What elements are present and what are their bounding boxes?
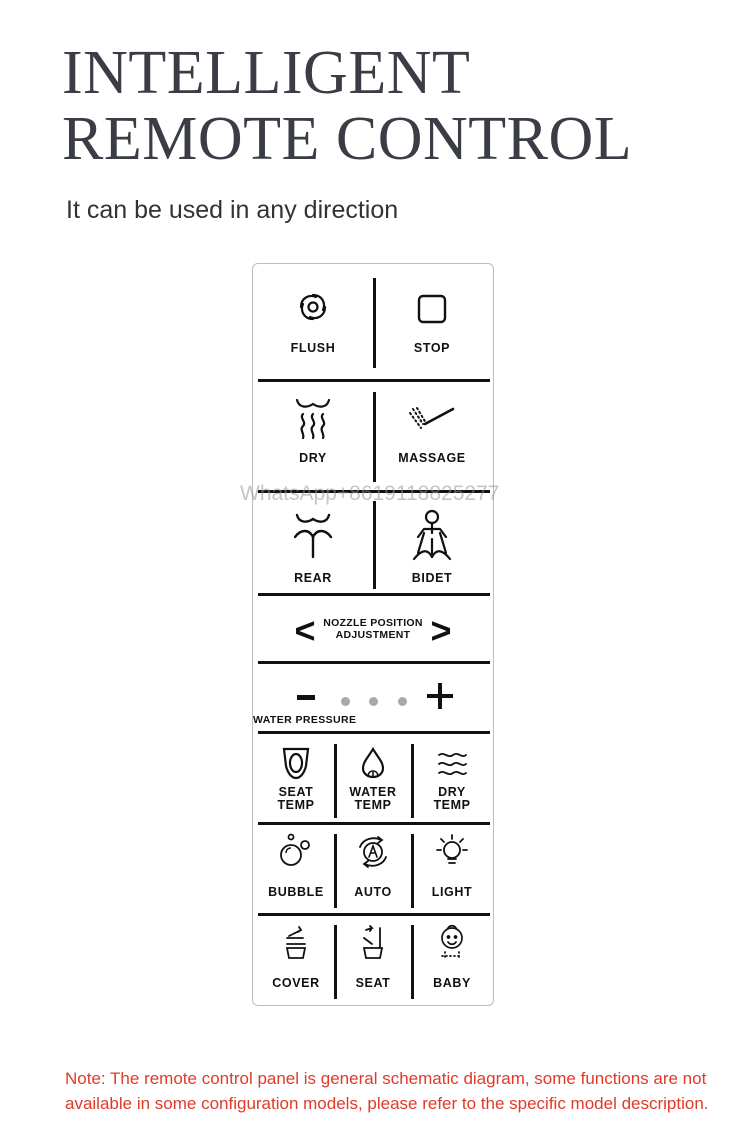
dry-air-icon [293, 396, 333, 440]
wavy-air-icon [436, 750, 468, 778]
seat-lid-button[interactable] [335, 916, 411, 1004]
water-temp-button[interactable] [335, 734, 411, 822]
massage-button[interactable] [373, 382, 491, 492]
dry-button[interactable] [253, 382, 373, 492]
nozzle-label-line-2: ADJUSTMENT [335, 629, 411, 641]
chevron-right-icon: > [430, 610, 452, 651]
light-label: LIGHT [431, 885, 473, 899]
dry-temp-line-2: TEMP [433, 798, 471, 812]
divider [258, 661, 490, 664]
seat-lid-label: SEAT [355, 976, 391, 990]
page-title [62, 40, 632, 172]
nozzle-label-line-1: NOZZLE POSITION [323, 617, 423, 629]
pressure-level-dot [341, 697, 350, 706]
title-line-1: INTELLIGENT [62, 39, 471, 107]
auto-button[interactable] [335, 825, 411, 913]
dry-temp-button[interactable] [413, 734, 491, 822]
massage-spray-icon [407, 404, 457, 434]
nozzle-right-button[interactable] [425, 610, 457, 651]
cover-label: COVER [272, 976, 320, 990]
auto-label: AUTO [354, 885, 392, 899]
seat-temp-button[interactable] [257, 734, 335, 822]
seat-lid-icon [360, 924, 386, 960]
flush-label: FLUSH [290, 341, 336, 355]
bubble-label: BUBBLE [268, 885, 324, 899]
auto-cycle-icon [354, 833, 392, 871]
flush-swirl-icon [296, 290, 330, 324]
bubble-icon [278, 833, 314, 869]
bidet-button[interactable] [373, 493, 491, 593]
baby-face-icon [436, 924, 468, 960]
divider [258, 593, 490, 596]
remote-control-panel [252, 263, 494, 1006]
baby-button[interactable] [413, 916, 491, 1004]
water-drop-icon [359, 746, 387, 780]
cover-lid-icon [283, 924, 309, 960]
stop-label: STOP [413, 341, 451, 355]
cover-button[interactable] [257, 916, 335, 1004]
chevron-left-icon: < [294, 610, 316, 651]
light-bulb-icon [432, 833, 472, 871]
rear-wash-icon [291, 511, 335, 559]
baby-label: BABY [433, 976, 471, 990]
water-temp-line-2: TEMP [354, 798, 392, 812]
stop-button[interactable] [373, 264, 491, 379]
minus-icon [297, 695, 315, 700]
flush-button[interactable] [253, 264, 373, 379]
dry-label: DRY [299, 451, 327, 465]
seat-icon [281, 746, 311, 780]
light-button[interactable] [413, 825, 491, 913]
plus-icon-vertical [438, 683, 442, 709]
pressure-level-dot [398, 697, 407, 706]
stop-square-icon [417, 294, 447, 324]
rear-button[interactable] [253, 493, 373, 593]
bidet-person-icon [410, 509, 454, 561]
pressure-minus-button[interactable] [293, 674, 323, 714]
pressure-level-dot [369, 697, 378, 706]
nozzle-position-label [319, 617, 427, 641]
dry-temp-line-1: DRY [438, 785, 466, 799]
subtitle: It can be used in any direction [66, 196, 399, 224]
seat-temp-line-1: SEAT [278, 785, 314, 799]
disclaimer-note: Note: The remote control panel is general schematic diagram, some functions are not available in some configuration models, please refer to the specific model description. [65, 1069, 709, 1113]
water-pressure-label: WATER PRESSURE [253, 714, 357, 726]
seat-temp-line-2: TEMP [277, 798, 315, 812]
title-line-2: REMOTE CONTROL [62, 105, 633, 173]
watermark: WhatsApp+8619118825277 [240, 482, 500, 505]
pressure-plus-button[interactable] [425, 682, 455, 712]
water-temp-line-1: WATER [349, 785, 397, 799]
bidet-label: BIDET [411, 571, 453, 585]
bubble-button[interactable] [257, 825, 335, 913]
nozzle-left-button[interactable] [289, 610, 321, 651]
massage-label: MASSAGE [398, 451, 466, 465]
rear-label: REAR [294, 571, 332, 585]
